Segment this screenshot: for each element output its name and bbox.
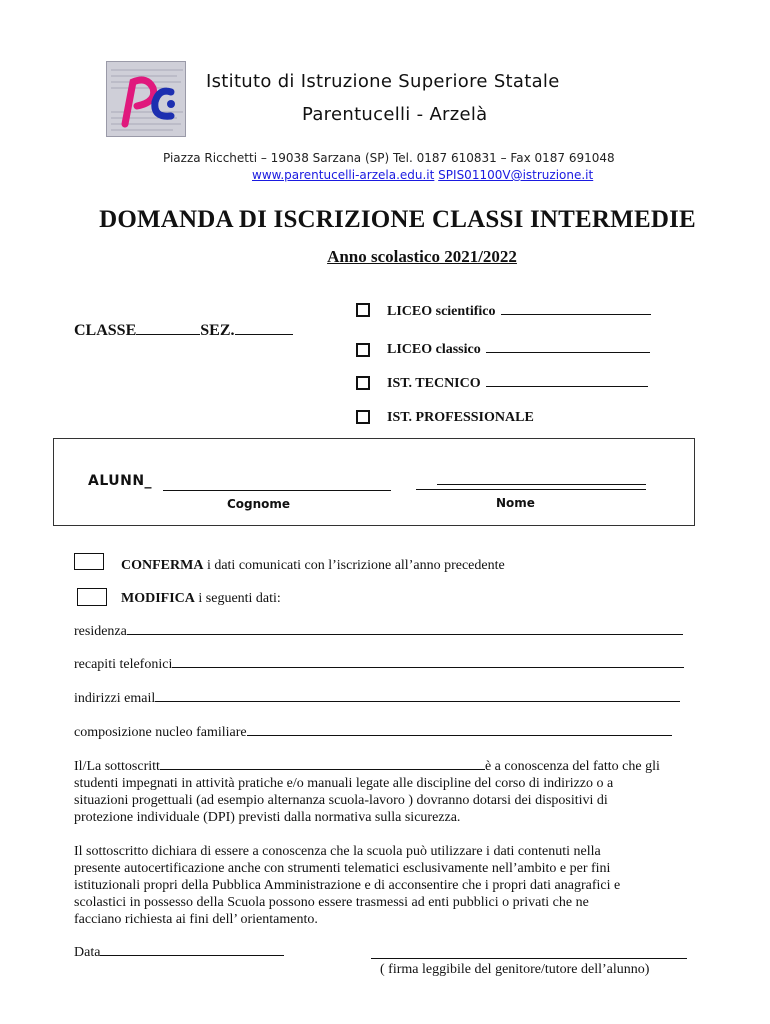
option-label: LICEO classico <box>387 342 481 357</box>
recapiti-field <box>74 657 684 673</box>
signature-line[interactable] <box>371 958 687 959</box>
dpi-line-1 <box>74 758 694 775</box>
dpi-line-4: protezione individuale (DPI) previsti dalla normativa sulla sicurezza. <box>74 810 461 825</box>
cognome-input-line[interactable] <box>163 490 391 491</box>
date-field <box>74 945 284 961</box>
conferma-label: CONFERMA <box>121 558 204 573</box>
conferma-option <box>121 558 505 574</box>
option-line[interactable] <box>486 386 648 387</box>
school-logo-image <box>107 62 186 137</box>
nome-label: Nome <box>496 496 535 510</box>
school-name-line1: Istituto di Istruzione Superiore Statale <box>206 71 560 92</box>
date-label: Data <box>74 945 101 960</box>
sez-input[interactable] <box>235 334 293 335</box>
school-address: Piazza Ricchetti – 19038 Sarzana (SP) Tel. 0187 610831 – Fax 0187 691048 <box>163 151 615 165</box>
recapiti-label: recapiti telefonici <box>74 657 173 672</box>
nucleo-label: composizione nucleo familiare <box>74 725 247 740</box>
option-label: IST. TECNICO <box>387 376 481 391</box>
sottoscritto-label: Il/La sottoscritt <box>74 759 160 774</box>
residenza-input[interactable] <box>127 634 683 635</box>
classe-label: CLASSE <box>74 322 137 339</box>
nucleo-input[interactable] <box>247 735 672 736</box>
checkbox-liceo-scientifico[interactable] <box>356 303 370 317</box>
option-liceo-scientifico <box>387 304 651 320</box>
checkbox-ist-professionale[interactable] <box>356 410 370 424</box>
cognome-label: Cognome <box>227 497 291 511</box>
dpi-paragraph <box>74 758 694 826</box>
class-section-fields <box>74 322 293 340</box>
email-field <box>74 691 680 707</box>
privacy-line-5: facciano richiesta ai fini dell’ orientamento. <box>74 912 318 927</box>
option-line[interactable] <box>486 352 650 353</box>
recapiti-input[interactable] <box>172 667 684 668</box>
option-label: LICEO scientifico <box>387 304 496 319</box>
modifica-label: MODIFICA <box>121 591 195 606</box>
conferma-checkbox[interactable] <box>74 553 104 570</box>
dpi-line-1-rest: è a conoscenza del fatto che gli <box>484 759 660 774</box>
conferma-text: i dati comunicati con l’iscrizione all’anno precedente <box>203 558 505 573</box>
sez-label: SEZ. <box>200 322 235 339</box>
checkbox-liceo-classico[interactable] <box>356 343 370 357</box>
website-link[interactable]: www.parentucelli-arzela.edu.it <box>252 168 435 182</box>
privacy-line-1: Il sottoscritto dichiara di essere a conoscenza che la scuola può utilizzare i dati contenuti nella <box>74 844 601 859</box>
modifica-text: i seguenti dati: <box>194 591 281 606</box>
residenza-label: residenza <box>74 624 127 639</box>
modifica-checkbox[interactable] <box>77 588 107 606</box>
email-link[interactable]: SPIS01100V@istruzione.it <box>438 168 594 182</box>
dpi-line-2: studenti impegnati in attività pratiche e/o manuali legate alle discipline del corso di indirizzo o a <box>74 776 614 791</box>
email-label: indirizzi email <box>74 691 156 706</box>
privacy-line-2: presente autocertificazione anche con strumenti telematici esclusivamente nell’ambito e per fini <box>74 861 611 876</box>
privacy-line-4: scolastici in possesso della Scuola possono essere trasmessi ad enti pubblici o privati che ne <box>74 895 589 910</box>
residenza-field <box>74 624 683 640</box>
email-input[interactable] <box>155 701 680 702</box>
school-logo <box>106 61 186 137</box>
privacy-line-3: istituzionali propri della Pubblica Amministrazione e di acconsentire che i propri dati anagrafici e <box>74 878 621 893</box>
option-ist-professionale: IST. PROFESSIONALE <box>387 410 534 425</box>
school-name-line2: Parentucelli - Arzelà <box>302 104 488 125</box>
option-ist-tecnico <box>387 376 648 392</box>
nucleo-field <box>74 725 672 741</box>
sottoscritto-input[interactable] <box>160 769 485 770</box>
contact-links <box>252 168 593 182</box>
school-year: Anno scolastico 2021/2022 <box>327 247 517 266</box>
signature-caption: ( firma leggibile del genitore/tutore dell’alunno) <box>380 962 650 977</box>
privacy-paragraph <box>74 843 694 928</box>
alunn-label: ALUNN_ <box>88 473 153 489</box>
option-line[interactable] <box>501 314 651 315</box>
classe-input[interactable] <box>136 334 200 335</box>
document-title: DOMANDA DI ISCRIZIONE CLASSI INTERMEDIE <box>99 206 696 233</box>
checkbox-ist-tecnico[interactable] <box>356 376 370 390</box>
modifica-option <box>121 591 281 607</box>
nome-input-line-upper <box>437 484 646 485</box>
option-liceo-classico <box>387 342 650 358</box>
date-input[interactable] <box>100 955 284 956</box>
dpi-line-3: situazioni progettuali (ad esempio alternanza scuola-lavoro ) dovranno dotarsi dei dispositivi di <box>74 793 608 808</box>
nome-input-line[interactable] <box>416 489 646 490</box>
